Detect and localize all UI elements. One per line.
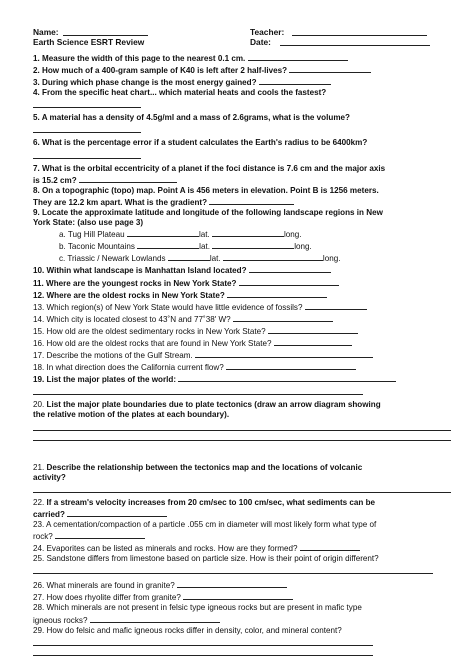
answer-line[interactable] bbox=[33, 636, 373, 646]
question-29: 29. How do felsic and mafic igneous rocks differ in density, color, and mineral content? bbox=[33, 625, 342, 635]
question-28: 28. Which minerals are not present in felsic type igneous rocks but are present in mafic type bbox=[33, 603, 362, 613]
question-22: 22. If a stream's velocity increases from 20 cm/sec to 100 cm/sec, what sediments can be bbox=[33, 497, 376, 507]
question-25: 25. Sandstone differs from limestone based on particle size. How is their point of origin different? bbox=[33, 554, 379, 564]
question-18: 18. In what direction does the California current flow? bbox=[33, 361, 451, 373]
worksheet-title: Earth Science ESRT Review bbox=[33, 37, 145, 47]
question-12: 12. Where are the oldest rocks in New York State? bbox=[33, 289, 451, 301]
question-16: 16. How old are the oldest rocks that are found in New York State? bbox=[33, 337, 451, 349]
answer-line[interactable] bbox=[33, 385, 363, 395]
question-4: 4. From the specific heat chart... which material heats and cools the fastest? bbox=[33, 88, 327, 98]
name-blank[interactable] bbox=[63, 27, 148, 36]
question-19: 19. List the major plates of the world: bbox=[33, 373, 451, 385]
question-9: 9. Locate the approximate latitude and longitude of the following landscape regions in New bbox=[33, 207, 383, 217]
answer-blank-11[interactable] bbox=[239, 277, 339, 286]
answer-line[interactable] bbox=[33, 564, 433, 574]
question-10: 10. Within what landscape is Manhattan Island located? bbox=[33, 264, 451, 276]
answer-blank-7[interactable] bbox=[79, 174, 177, 183]
question-6: 6. What is the percentage error if a student calculates the Earth's radius to be 6400km? bbox=[33, 138, 368, 148]
question-1: 1. Measure the width of this page to the nearest 0.1 cm. bbox=[33, 52, 451, 64]
answer-blank-12[interactable] bbox=[227, 289, 327, 298]
worksheet-header bbox=[33, 27, 451, 47]
answer-blank-2[interactable] bbox=[289, 64, 371, 73]
question-2: 2. How much of a 400-gram sample of K40 is left after 2 half-lives? bbox=[33, 64, 451, 76]
answer-blank-6[interactable] bbox=[33, 149, 141, 159]
question-3: 3. During which phase change is the most energy gained? bbox=[33, 76, 451, 88]
answer-line[interactable] bbox=[33, 646, 373, 656]
name-label: Name: bbox=[33, 27, 59, 37]
worksheet: Name: Teacher: Earth Science ESRT Review Date: 1. Measure the width of this page to the nearest 0.1 cm. 2. How much of a 400-gram sample of K40 is left after 2 half-lives? 3. During which phase change is the most energy gained? 4. From the specific heat chart... which material heats and cools the fastest? 5. A material has a density of 4.5g/ml and a mass of 2.6grams, what is the volume? 6. What is the percentage error if a student calculates the Earth's radius to be 6400km? 7. What is the orbital eccentricity of a planet if the foci distance is 7.6 cm and the major axis is 15.2 cm? 8. On a topographic (topo) map. Point A is 456 meters in elevation. Point B is 1256 meters. They are 12.2 km apart. What is the gradient? 9. Locate the approximate latitude and longitude of the following landscape regions in New York State: (also use page 3) a. Tug Hill Plateau lat. long. b. Taconic Mountains lat. long. c. Triassic / Newark Lowlands lat. long. 10. Within what landscape is Manhattan Island located? 11. Where are the youngest rocks in New York State? 12. Where are the oldest rocks in New York State? 13. Which region(s) of New York State would have little evidence of fossils? 14. Which city is located closest to 43˚N and 77˚38' W? 15. How old are the oldest sedimentary rocks in New York State? 16. How old are the oldest rocks that are found in New York State? 17. Describe the motions of the Gulf Stream. 18. In what direction does the California current flow? 19. List the major plates of the world: 20. List the major plate boundaries due to plate tectonics (draw an arrow diagram showing the relative motion of the plates at each boundary). 21. Describe the relationship between the tectonics map and the locations of volcanic activity? 22. If a stream's velocity increases from 20 cm/sec to 100 cm/sec, what sediments can be carried? 23. A cementation/compaction of a particle .055 cm in diameter will most likely form what type of rock? 24. Evaporites can be listed as minerals and rocks. How are they formed? 25. Sandstone differs from limestone based on particle size. How is their point of origin different? 26. What minerals are found in granite? 27. How does rhyolite differ from granite? 28. Which minerals are not present in felsic type igneous rocks but are present in mafic type igneous rocks? 29. How do felsic and mafic igneous rocks differ in density, color, and mineral content? bbox=[33, 27, 451, 656]
region-newark-lowlands: c. Triassic / Newark Lowlands lat. long. bbox=[59, 254, 341, 264]
answer-line[interactable] bbox=[33, 431, 451, 441]
question-14: 14. Which city is located closest to 43˚N and 77˚38' W? bbox=[33, 313, 451, 325]
question-24: 24. Evaporites can be listed as minerals and rocks. How are they formed? bbox=[33, 542, 451, 554]
question-26: 26. What minerals are found in granite? bbox=[33, 579, 451, 591]
date-label: Date: bbox=[250, 37, 271, 47]
question-13: 13. Which region(s) of New York State would have little evidence of fossils? bbox=[33, 301, 451, 313]
answer-blank-4[interactable] bbox=[33, 98, 141, 108]
region-taconic: b. Taconic Mountains lat. long. bbox=[59, 242, 312, 252]
teacher-label: Teacher: bbox=[250, 27, 285, 37]
question-8: 8. On a topographic (topo) map. Point A is 456 meters in elevation. Point B is 1256 meters. bbox=[33, 185, 379, 195]
question-27: 27. How does rhyolite differ from granite? bbox=[33, 591, 451, 603]
answer-blank-3[interactable] bbox=[259, 76, 331, 85]
question-17: 17. Describe the motions of the Gulf Stream. bbox=[33, 349, 451, 361]
question-23: 23. A cementation/compaction of a particle .055 cm in diameter will most likely form what type of bbox=[33, 519, 377, 529]
answer-line[interactable] bbox=[33, 421, 451, 431]
answer-blank-10[interactable] bbox=[249, 264, 331, 273]
answer-line[interactable] bbox=[33, 483, 451, 493]
answer-blank-1[interactable] bbox=[248, 52, 348, 61]
question-15: 15. How old are the oldest sedimentary rocks in New York State? bbox=[33, 325, 451, 337]
question-7: 7. What is the orbital eccentricity of a planet if the foci distance is 7.6 cm and the major axis bbox=[33, 163, 386, 173]
answer-blank-5[interactable] bbox=[33, 123, 141, 133]
teacher-blank[interactable] bbox=[292, 27, 427, 36]
answer-blank-8[interactable] bbox=[209, 196, 294, 205]
question-11: 11. Where are the youngest rocks in New York State? bbox=[33, 277, 451, 289]
question-5: 5. A material has a density of 4.5g/ml and a mass of 2.6grams, what is the volume? bbox=[33, 113, 350, 123]
date-blank[interactable] bbox=[280, 37, 430, 46]
region-tug-hill: a. Tug Hill Plateau lat. long. bbox=[59, 230, 302, 240]
question-20: 20. List the major plate boundaries due to plate tectonics (draw an arrow diagram showing bbox=[33, 400, 381, 410]
question-21: 21. Describe the relationship between the tectonics map and the locations of volcanic bbox=[33, 462, 363, 472]
